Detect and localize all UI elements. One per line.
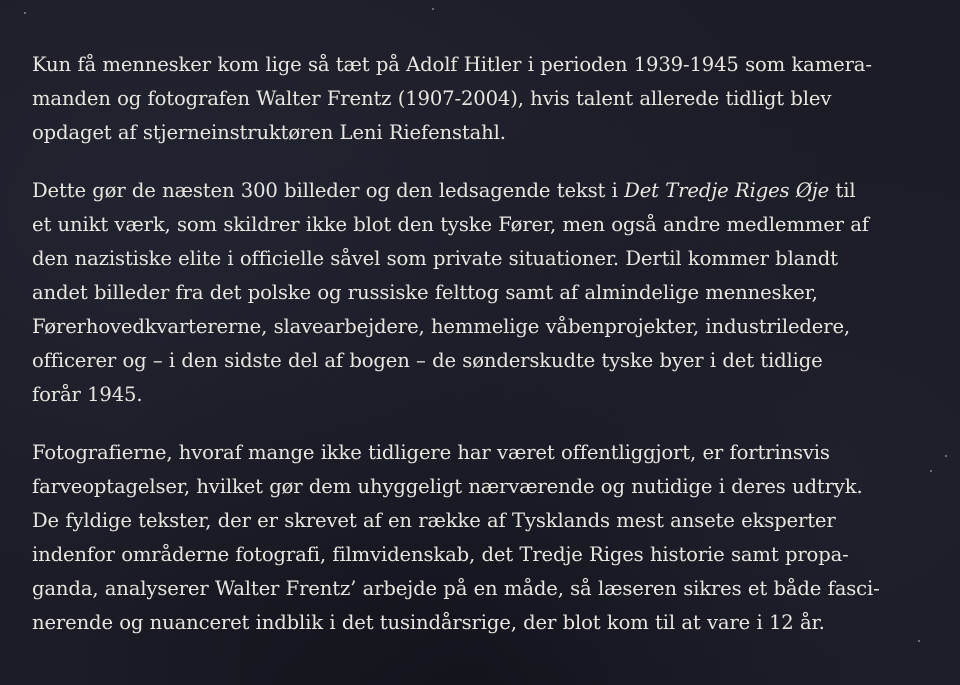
print-speck [918,640,920,642]
text-line: nerende og nuanceret indblik i det tusindårsrige, der blot kom til at vare i 12 år. [32,611,825,634]
text-line: manden og fotografen Walter Frentz (1907-2004), hvis talent allerede tidligt blev [32,87,832,110]
print-speck [432,8,434,10]
text-line: opdaget af stjerneinstruktøren Leni Riefenstahl. [32,121,506,144]
text-line: et unikt værk, som skildrer ikke blot den tyske Fører, men også andre medlemmer af [32,213,869,236]
paragraph-content [32,174,920,412]
paragraph-intro [32,48,920,150]
text-line: officerer og – i den sidste del af bogen – de sønderskudte tyske byer i det tidlige [32,349,823,372]
text-line: De fyldige tekster, der er skrevet af en række af Tysklands mest ansete eksperter [32,509,836,532]
text-line: Kun få mennesker kom lige så tæt på Adolf Hitler i perioden 1939-1945 som kamera- [32,53,872,76]
text-line: farveoptagelser, hvilket gør dem uhyggeligt nærværende og nutidige i deres udtryk. [32,475,863,498]
text-line: Førerhovedkvartererne, slavearbejdere, hemmelige våbenprojekter, industriledere, [32,315,850,338]
text-line: ganda, analyserer Walter Frentz’ arbejde på en måde, så læseren sikres et både fasci- [32,577,880,600]
print-speck [24,12,26,14]
paragraph-photos [32,436,920,640]
print-speck [945,455,947,457]
print-speck [930,470,932,472]
text-line: Fotografierne, hvoraf mange ikke tidligere har været offentliggjort, er fortrinsvis [32,441,830,464]
text-line: den nazistiske elite i officielle såvel som private situationer. Dertil kommer blandt [32,247,838,270]
text-line: andet billeder fra det polske og russiske felttog samt af almindelige mennesker, [32,281,818,304]
text-line: forår 1945. [32,383,143,406]
text-line-with-title [32,174,920,208]
text-line: indenfor områderne fotografi, filmvidenskab, det Tredje Riges historie samt propa- [32,543,849,566]
text-segment: Dette gør de næsten 300 billeder og den ledsagende tekst i [32,179,625,202]
text-segment: til [829,179,856,202]
book-title: Det Tredje Riges Øje [624,179,830,202]
